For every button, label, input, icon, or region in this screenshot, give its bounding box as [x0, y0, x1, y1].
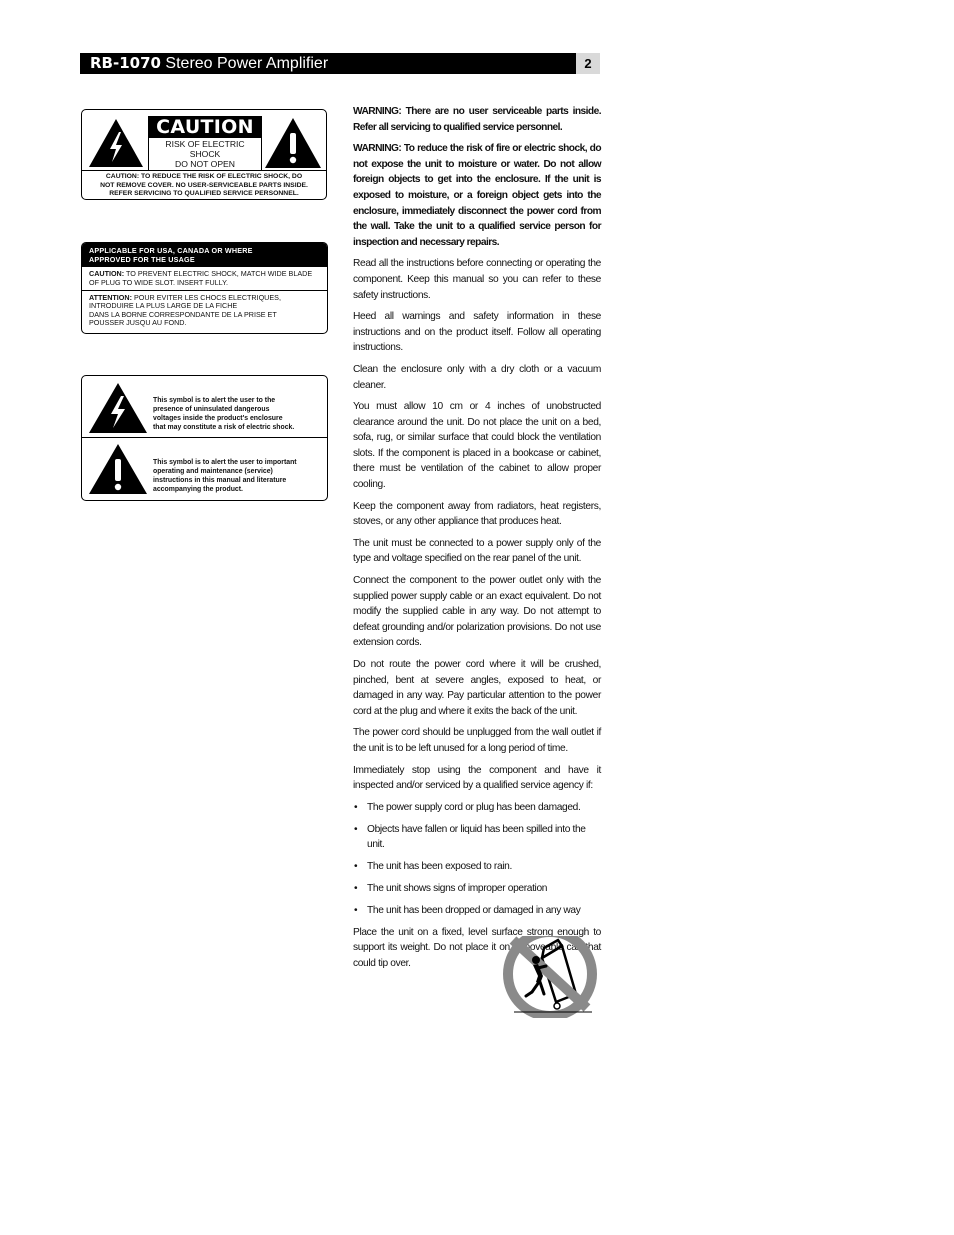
lightning-triangle-icon	[88, 382, 148, 434]
applicable-heading-line: APPLICABLE FOR USA, CANADA OR WHERE	[89, 246, 253, 255]
warning-service: WARNING: There are no user serviceable parts inside. Refer all servicing to qualified service personnel.	[353, 106, 601, 133]
applicable-notice	[81, 242, 328, 334]
applicable-heading	[82, 243, 327, 267]
caution-text: OF PLUG TO WIDE SLOT. INSERT FULLY.	[89, 277, 228, 287]
instruction-connect: Connect the component to the power outlet only with the supplied power supply cable or an exact equivalent. Do not modify the supplied cable in any way. Do not attempt to defeat grounding and/or polarization provisions. Do not use extension cords.	[353, 575, 601, 649]
list-item: • The power supply cord or plug has been damaged.	[353, 800, 601, 816]
model-name: RB-1070	[90, 54, 161, 72]
no-cart-icon	[500, 936, 600, 1018]
caution-notice-line: NOT REMOVE COVER. NO USER-SERVICEABLE PARTS INSIDE.	[100, 181, 308, 189]
attention-text: DANS LA BORNE CORRESPONDANTE DE LA PRISE ET	[89, 309, 277, 319]
instruction-stop: Immediately stop using the component and have it inspected and/or serviced by a qualified service agency if:	[353, 764, 601, 792]
instruction-supply: The unit must be connected to a power supply only of the type and voltage specified on the rear panel of the unit.	[353, 537, 601, 565]
symbol-text-line: operating and maintenance (service)	[153, 468, 273, 475]
lightning-triangle-icon	[88, 118, 144, 168]
symbol-text-line: presence of uninsulated dangerous	[153, 406, 270, 413]
list-item: • Objects have fallen or liquid has been spilled into the unit.	[353, 822, 601, 853]
attention-text: INTRODUIRE LA PLUS LARGE DE LA FICHE	[89, 301, 238, 311]
instruction-read: Read all the instructions before connecting or operating the component. Keep this manual so you can refer to these safety instructions.	[353, 258, 601, 301]
divider	[82, 437, 327, 438]
caution-label-text: CAUTION:	[89, 269, 125, 279]
exclamation-symbol-text	[153, 458, 323, 494]
symbol-text-line: This symbol is to alert the user to important	[153, 459, 297, 466]
applicable-heading-line: APPROVED FOR THE USAGE	[89, 254, 195, 264]
divider	[82, 170, 326, 171]
symbol-text-line: voltages inside the product's enclosure	[153, 415, 283, 422]
caution-notice-line: CAUTION: TO REDUCE THE RISK OF ELECTRIC SHOCK, DO	[105, 173, 303, 180]
caution-subtitle	[148, 138, 262, 171]
symbol-legend	[81, 375, 328, 501]
instruction-clearance: You must allow 10 cm or 4 inches of unobstructed clearance around the unit. Do not place the unit on a bed, sofa, rug, or similar surface that could block the ventilation slots. If the component is placed in a bookcase or cabinet, there must be ventilation of the cabinet to allow proper cooling.	[353, 401, 601, 491]
list-item: • The unit shows signs of improper operation	[353, 881, 601, 897]
instruction-heat: Keep the component away from radiators, heat registers, stoves, or any other appliance that produces heat.	[353, 500, 601, 528]
damage-conditions-list	[353, 800, 601, 919]
caution-text: TO PREVENT ELECTRIC SHOCK, MATCH WIDE BLADE	[124, 269, 313, 279]
caution-subtitle-line: DO NOT OPEN	[174, 159, 235, 169]
list-item: • The unit has been dropped or damaged in any way	[353, 903, 601, 919]
warning-moisture: WARNING: To reduce the risk of fire or electric shock, do not expose the unit to moisture or water. Do not allow foreign objects to get into the enclosure. If the unit is exposed to moisture, or a foreign object gets into the enclosure, immediately disconnect the power cord from the wall. Take the unit to a qualified service person for inspection and necessary repairs.	[353, 143, 601, 248]
header-bar	[80, 53, 600, 74]
page-title	[90, 54, 328, 73]
caution-center	[148, 116, 262, 171]
caution-notice	[84, 173, 324, 199]
attention-text: POUR EVITER LES CHOCS ELECTRIQUES,	[131, 293, 281, 302]
instruction-clean: Clean the enclosure only with a dry cloth or a vacuum cleaner.	[353, 363, 601, 391]
attention-label-text: ATTENTION:	[89, 293, 132, 302]
symbol-text-line: accompanying the product.	[153, 486, 243, 493]
symbol-text-line: This symbol is to alert the user to the	[153, 397, 276, 404]
plug-caution	[82, 267, 327, 290]
exclamation-triangle-icon	[264, 117, 322, 169]
page-number: 2	[576, 53, 600, 74]
caution-notice-line: REFER SERVICING TO QUALIFIED SERVICE PERSONNEL.	[109, 190, 299, 198]
plug-attention	[82, 290, 327, 331]
caution-title: CAUTION	[148, 116, 262, 138]
symbol-text-line: that may constitute a risk of electric shock.	[153, 424, 295, 431]
instruction-heed: Heed all warnings and safety information in these instructions and on the product itself. Follow all operating instructions.	[353, 311, 601, 354]
caution-subtitle-line: RISK OF ELECTRIC SHOCK	[165, 139, 245, 159]
lightning-symbol-text	[153, 396, 323, 432]
attention-text: POUSSER JUSQU AU FOND.	[89, 318, 187, 328]
product-name: Stereo Power Amplifier	[165, 55, 329, 72]
safety-instructions	[353, 104, 601, 978]
exclamation-triangle-icon	[88, 443, 148, 495]
caution-label	[81, 109, 327, 200]
instruction-route: Do not route the power cord where it will be crushed, pinched, bent at severe angles, exposed to heat, or damaged in any way. Pay particular attention to the power cord at the plug and where it exits the back of the unit.	[353, 659, 601, 717]
list-item: • The unit has been exposed to rain.	[353, 859, 601, 875]
instruction-unplug: The power cord should be unplugged from the wall outlet if the unit is to be left unused for a long period of time.	[353, 727, 601, 754]
instruction-place: Place the unit on a fixed, level surface strong enough to support its weight. Do not place it on a moveable cart that could tip over.	[353, 926, 601, 969]
symbol-text-line: instructions in this manual and literature	[153, 477, 287, 484]
